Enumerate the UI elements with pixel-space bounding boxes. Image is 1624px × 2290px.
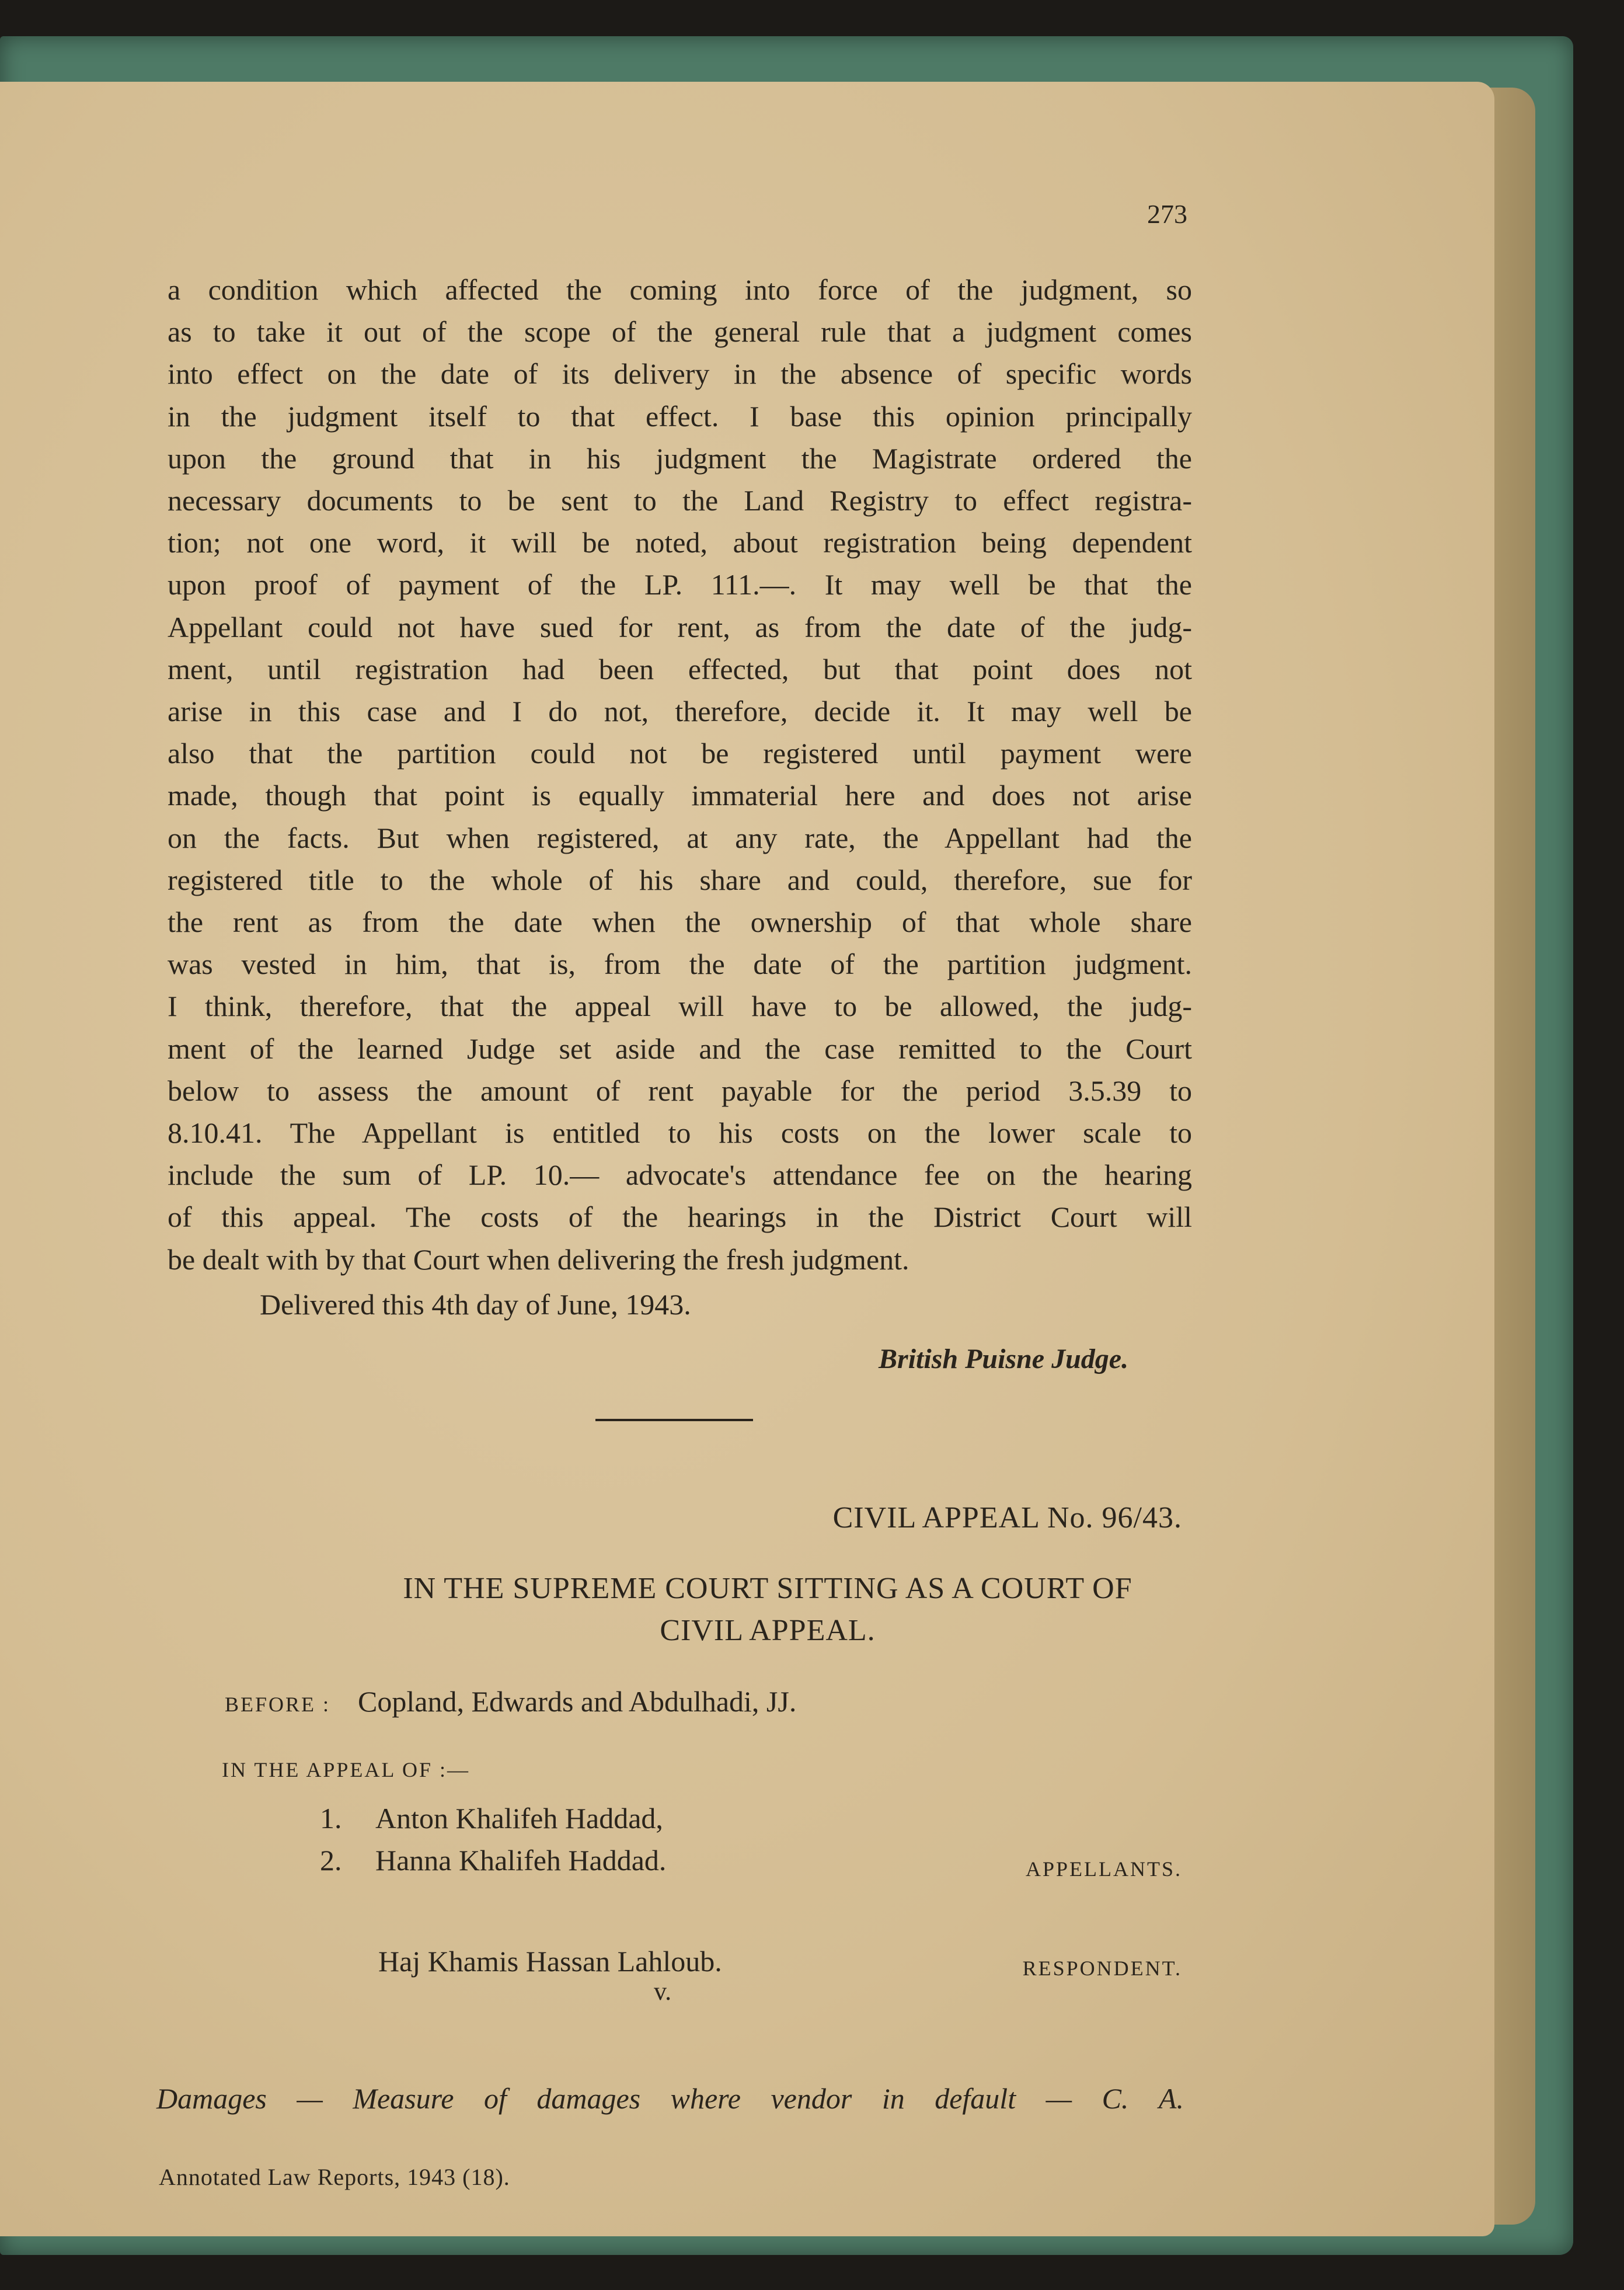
judgment-line: of this appeal. The costs of the hearings in the District Court will — [168, 1200, 1192, 1234]
judgment-line: upon proof of payment of the LP. 111.—. It may well be that the — [168, 568, 1192, 601]
judgment-line: arise in this case and I do not, therefore, decide it. It may well be — [168, 695, 1192, 728]
appellant-name: Anton Khalifeh Haddad, — [375, 1802, 663, 1835]
appellant-name: Hanna Khalifeh Haddad. — [375, 1844, 667, 1877]
judgment-line: tion; not one word, it will be noted, about registration being dependent — [168, 526, 1192, 559]
subject-word: C. — [1102, 2082, 1129, 2115]
subject-word: damages — [536, 2082, 641, 2115]
appellant-2 — [320, 1843, 666, 1877]
appeal-of-label: IN THE APPEAL OF :— — [222, 1758, 471, 1781]
judgment-line: be dealt with by that Court when delivering the fresh judgment. — [168, 1243, 909, 1276]
appellants-label: APPELLANTS. — [1025, 1857, 1182, 1881]
court-heading-line: CIVIL APPEAL. — [660, 1614, 876, 1647]
respondent-name: Haj Khamis Hassan Lahloub. — [378, 1945, 722, 1978]
judgment-text — [168, 269, 1192, 1280]
subject-word: — — [297, 2082, 323, 2115]
appellant-number: 1. — [320, 1802, 342, 1835]
subject-word: Measure — [353, 2082, 454, 2115]
subject-word: default — [935, 2082, 1016, 2115]
subject-word: A. — [1158, 2082, 1184, 2115]
judgment-line: into effect on the date of its delivery in the absence of specific words — [168, 357, 1192, 391]
judgment-line: necessary documents to be sent to the Land Registry to effect registra- — [168, 484, 1192, 517]
citation: Annotated Law Reports, 1943 (18). — [159, 2164, 510, 2190]
judgment-line: ment, until registration had been effected, but that point does not — [168, 652, 1192, 685]
judgment-line: upon the ground that in his judgment the Magistrate ordered the — [168, 441, 1192, 475]
judgment-line: ment of the learned Judge set aside and the case remitted to the Court — [168, 1032, 1192, 1065]
subject-word: of — [483, 2082, 507, 2115]
judgment-line: I think, therefore, that the appeal will have to be allowed, the judg- — [168, 990, 1192, 1023]
subject-word: in — [881, 2082, 905, 2115]
subject-word: — — [1046, 2082, 1072, 2115]
judgment-line: below to assess the amount of rent payable for the period 3.5.39 to — [168, 1074, 1192, 1107]
page-number: 273 — [1147, 199, 1187, 229]
bench — [225, 1685, 796, 1718]
delivery-date: Delivered this 4th day of June, 1943. — [260, 1288, 691, 1321]
judgment-line: also that the partition could not be registered until payment were — [168, 737, 1192, 770]
judgment-line: a condition which affected the coming into force of the judgment, so — [168, 273, 1192, 306]
court-heading — [187, 1568, 1348, 1652]
judgment-line: registered title to the whole of his share and could, therefore, sue for — [168, 863, 1192, 896]
court-heading-line: IN THE SUPREME COURT SITTING AS A COURT OF — [403, 1572, 1132, 1605]
subject-word: Damages — [156, 2082, 267, 2115]
book-page — [0, 82, 1494, 2236]
judgment-line: was vested in him, that is, from the date of the partition judgment. — [168, 948, 1192, 981]
respondent-label: RESPONDENT. — [1022, 1957, 1182, 1980]
judgment-line: include the sum of LP. 10.— advocate's attendance fee on the hearing — [168, 1158, 1192, 1192]
judgment-line: Appellant could not have sued for rent, as from the date of the judg- — [168, 610, 1192, 643]
case-number: CIVIL APPEAL No. 96/43. — [832, 1501, 1182, 1534]
appellant-1 — [320, 1801, 663, 1835]
judges: Copland, Edwards and Abdulhadi, JJ. — [358, 1685, 797, 1718]
judge-signature: British Puisne Judge. — [879, 1344, 1129, 1374]
judgment-line: made, though that point is equally immaterial here and does not arise — [168, 779, 1192, 812]
subject-word: where — [670, 2082, 741, 2115]
before-label: BEFORE : — [225, 1693, 331, 1716]
judgment-line: on the facts. But when registered, at any rate, the Appellant had the — [168, 821, 1192, 854]
section-divider — [595, 1419, 753, 1421]
subject-headnote — [156, 2082, 1184, 2115]
subject-word: vendor — [771, 2082, 852, 2115]
judgment-line: 8.10.41. The Appellant is entitled to his costs on the lower scale to — [168, 1116, 1192, 1150]
judgment-line: in the judgment itself to that effect. I base this opinion principally — [168, 399, 1192, 433]
appellant-number: 2. — [320, 1844, 342, 1877]
judgment-line: the rent as from the date when the ownership of that whole share — [168, 906, 1192, 939]
versus: v. — [654, 1977, 672, 2006]
judgment-line: as to take it out of the scope of the general rule that a judgment comes — [168, 315, 1192, 349]
